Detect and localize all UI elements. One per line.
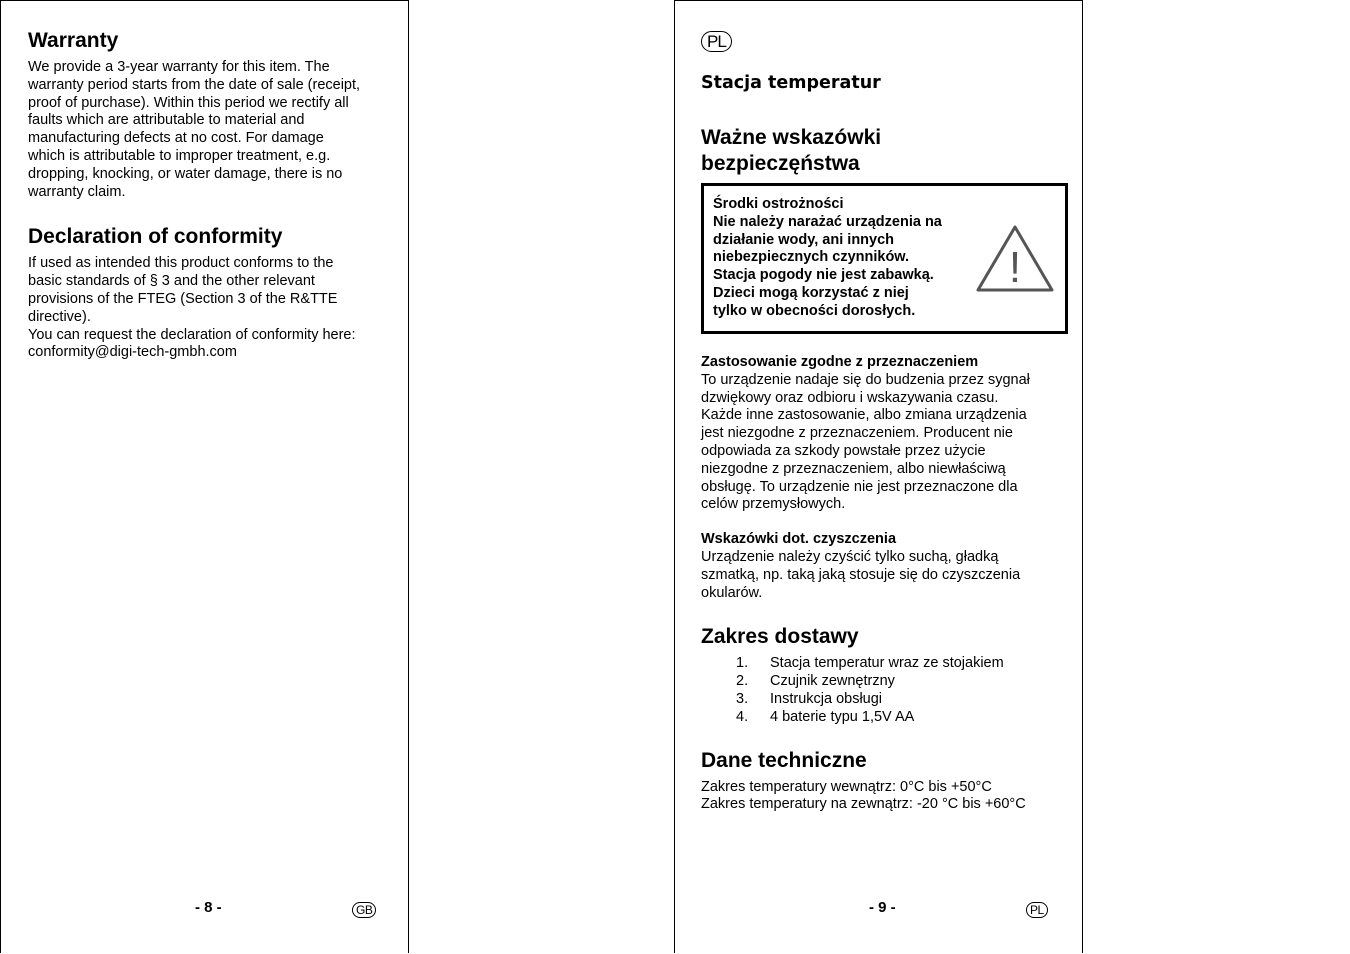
intended-use-heading: Zastosowanie zgodne z przeznaczeniem: [701, 354, 979, 370]
conformity-email: conformity@digi-tech-gmbh.com: [28, 344, 237, 361]
list-item-number: 1.: [736, 655, 749, 672]
list-item-number: 2.: [736, 673, 749, 690]
warning-box: [701, 183, 1068, 334]
list-item: [701, 655, 1067, 673]
text-line: jest niezgodne z przeznaczeniem. Producent nie: [701, 425, 1013, 442]
text-line: Urządzenie należy czyścić tylko suchą, gładką: [701, 548, 999, 565]
text-line: We provide a 3-year warranty for this item. The: [28, 59, 330, 75]
text-line: tylko w obecności dorosłych.: [713, 302, 916, 319]
list-item-text: Stacja temperatur wraz ze stojakiem: [770, 655, 1004, 672]
text-line: basic standards of § 3 and the other relevant: [28, 273, 315, 290]
text-line: To urządzenie nadaje się do budzenia przez sygnał: [701, 371, 1030, 388]
list-item-number: 3.: [736, 690, 749, 707]
cleaning-text: [701, 549, 1067, 602]
text-line: Stacja pogody nie jest zabawką.: [713, 267, 934, 284]
technical-heading: Dane techniczne: [701, 748, 867, 772]
list-item-text: Instrukcja obsługi: [770, 690, 883, 707]
text-line: which is attributable to improper treatment, e.g.: [28, 147, 331, 164]
warranty-heading: Warranty: [28, 29, 119, 52]
text-line: dropping, knocking, or water damage, there is no: [28, 165, 343, 182]
intended-use-section: [701, 354, 1067, 514]
warranty-section: [28, 28, 393, 201]
text-line: odpowiada za szkody powstałe przez użycie: [701, 442, 986, 459]
page-right: [674, 0, 1083, 953]
right-content: [701, 31, 1067, 814]
cleaning-heading: Wskazówki dot. czyszczenia: [701, 531, 897, 548]
language-badge-left: GB: [352, 902, 376, 918]
intended-use-text: [701, 372, 1067, 514]
text-line: manufacturing defects at no cost. For damage: [28, 130, 324, 147]
text-line: celów przemysłowych.: [701, 496, 846, 513]
text-line: faults which are attributable to material and: [28, 112, 305, 129]
list-item: [701, 673, 1067, 691]
page-number-left: - 8 -: [195, 899, 222, 916]
conformity-section: [28, 224, 393, 362]
text-line: Każde inne zastosowanie, albo zmiana urządzenia: [701, 407, 1027, 424]
text-line: proof of purchase). Within this period we rectify all: [28, 94, 349, 111]
delivery-heading: Zakres dostawy: [701, 625, 859, 649]
text-line: Nie należy narażać urządzenia na: [713, 213, 942, 230]
text-line: niebezpiecznych czynników.: [713, 249, 910, 266]
list-item: [701, 691, 1067, 709]
text-line: directive).: [28, 308, 91, 325]
text-line: Zakres temperatury wewnątrz: 0°C bis +50°C: [701, 778, 992, 795]
technical-text: [701, 779, 1067, 815]
list-item-text: 4 baterie typu 1,5V AA: [770, 708, 915, 725]
text-line: niezgodne z przeznaczeniem, albo niewłaściwą: [701, 460, 1006, 477]
technical-section: [701, 748, 1067, 815]
list-item-text: Czujnik zewnętrzny: [770, 673, 895, 690]
list-item-number: 4.: [736, 708, 749, 725]
warranty-text: [28, 59, 393, 201]
text-line: provisions of the FTEG (Section 3 of the R&TTE: [28, 290, 338, 307]
text-line: działanie wody, ani innych: [713, 231, 895, 248]
conformity-text: [28, 255, 393, 362]
text-line: obsługę. To urządzenie nie jest przeznaczone dla: [701, 478, 1018, 495]
text-line: dzwiękowy oraz odbioru i wskazywania czasu.: [701, 389, 999, 406]
text-line: okularów.: [701, 584, 763, 601]
text-line: You can request the declaration of conformity here:: [28, 326, 356, 343]
left-content: [28, 28, 393, 362]
page-number-right: - 9 -: [869, 899, 896, 916]
product-title: Stacja temperatur: [701, 73, 881, 93]
text-line: Dzieci mogą korzystać z niej: [713, 284, 909, 301]
text-line: warranty claim.: [28, 183, 126, 200]
warning-text: [713, 196, 973, 321]
text-line: szmatką, np. taką jaką stosuje się do czyszczenia: [701, 566, 1021, 583]
warning-title: Środki ostrożności: [713, 196, 844, 212]
delivery-section: [701, 624, 1067, 726]
cleaning-section: [701, 531, 1067, 602]
safety-heading: Ważne wskazówki bezpieczęństwa: [701, 126, 882, 175]
conformity-heading: Declaration of conformity: [28, 225, 283, 249]
warning-glyph: !: [1008, 243, 1022, 292]
text-line: warranty period starts from the date of sale (receipt,: [28, 76, 361, 93]
warning-triangle-icon: [975, 224, 1055, 294]
language-badge-right: PL: [1026, 902, 1048, 918]
text-line: If used as intended this product conforms to the: [28, 255, 334, 272]
page-left: [0, 0, 409, 953]
text-line: Zakres temperatury na zewnątrz: -20 °C bis +60°C: [701, 796, 1026, 813]
list-item: [701, 709, 1067, 727]
delivery-list: [701, 655, 1067, 726]
language-badge-top: PL: [701, 31, 732, 52]
